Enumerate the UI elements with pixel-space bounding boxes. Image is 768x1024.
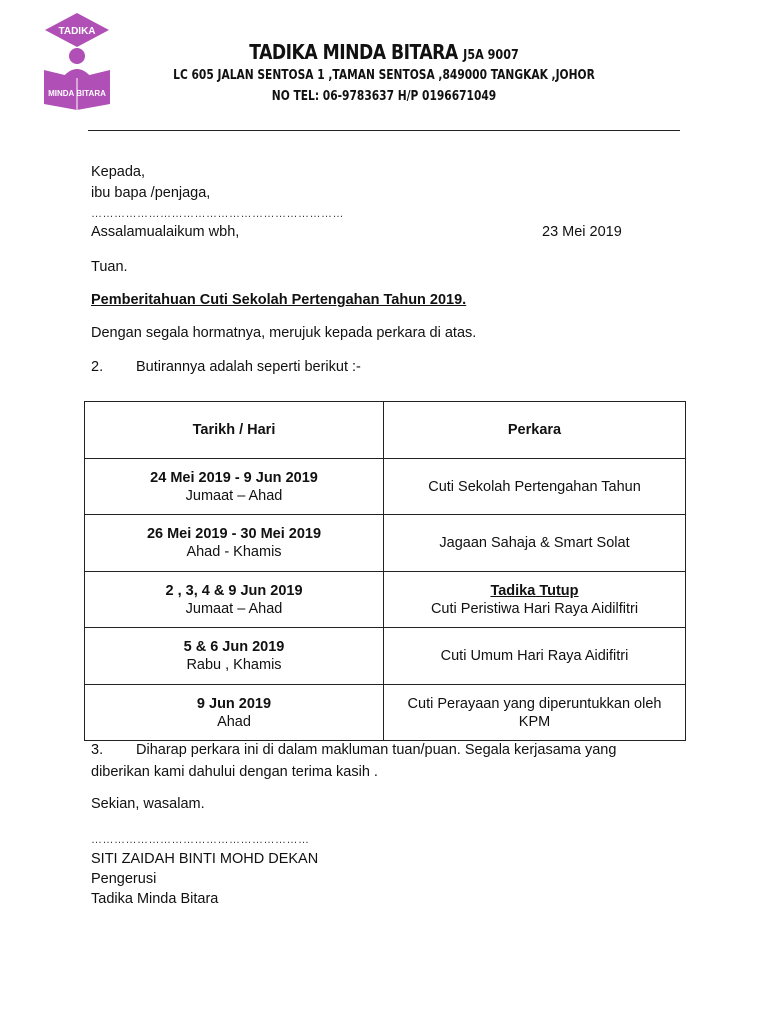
header-item: Perkara: [384, 402, 686, 459]
row-day: Jumaat – Ahad: [185, 600, 283, 617]
row-item: Jagaan Sahaja & Smart Solat: [439, 535, 630, 551]
row-item-closed: Tadika Tutup: [490, 582, 579, 599]
row-date: 24 Mei 2019 - 9 Jun 2019: [150, 469, 318, 486]
signer-name: SITI ZAIDAH BINTI MOHD DEKAN: [91, 851, 319, 867]
header-date: Tarikh / Hari: [85, 402, 384, 459]
paragraph-2-number: 2.: [91, 359, 104, 375]
table-row: [85, 685, 686, 741]
row-item: Cuti Peristiwa Hari Raya Aidilfitri: [430, 600, 639, 617]
letter-date: 23 Mei 2019: [542, 224, 622, 240]
paragraph-1: Dengan segala hormatnya, merujuk kepada perkara di atas.: [91, 325, 477, 341]
row-date: 26 Mei 2019 - 30 Mei 2019: [146, 526, 322, 542]
row-day: Jumaat – Ahad: [185, 487, 283, 504]
school-phone: NO TEL: 06-9783637 H/P 0196671049: [271, 89, 497, 104]
row-day: Rabu , Khamis: [186, 657, 282, 673]
school-address: LC 605 JALAN SENTOSA 1 ,TAMAN SENTOSA ,849000 TANGKAK ,JOHOR: [173, 68, 595, 83]
holiday-schedule-table: [84, 401, 686, 741]
recipient-line: ibu bapa /penjaga,: [91, 185, 211, 201]
header-divider: [88, 130, 680, 131]
paragraph-2: Butirannya adalah seperti berikut :-: [136, 359, 361, 375]
salutation: Tuan.: [91, 259, 128, 275]
row-day: Ahad: [217, 713, 251, 730]
school-title: [54, 40, 714, 64]
signature-dots: …………………………………………………: [91, 834, 310, 846]
paragraph-3-line-1: Diharap perkara ini di dalam makluman tuan/puan. Segala kerjasama yang: [136, 742, 617, 758]
row-date: 5 & 6 Jun 2019: [183, 639, 285, 655]
logo-top-text: TADIKA: [58, 26, 96, 37]
closing-line: Sekian, wasalam.: [91, 796, 205, 812]
signer-organization: Tadika Minda Bitara: [91, 891, 219, 907]
registration-number: J5A 9007: [463, 48, 519, 63]
table-row: [85, 628, 686, 685]
row-item: Cuti Perayaan yang diperuntukkan oleh: [407, 695, 662, 712]
logo-bottom-text: MINDA BITARA: [48, 89, 106, 98]
row-date: 2 , 3, 4 & 9 Jun 2019: [165, 582, 303, 599]
row-item: Cuti Sekolah Pertengahan Tahun: [428, 478, 641, 495]
greeting: Assalamualaikum wbh,: [91, 224, 240, 240]
school-name: TADIKA MINDA BITARA: [249, 40, 458, 64]
paragraph-3-line-2: diberikan kami dahului dengan terima kasih .: [91, 764, 378, 780]
signer-position: Pengerusi: [91, 871, 157, 887]
row-item: Cuti Umum Hari Raya Aidifitri: [440, 648, 629, 664]
paragraph-3-number: 3.: [91, 742, 104, 758]
row-date: 9 Jun 2019: [196, 695, 272, 712]
to-line: Kepada,: [91, 164, 146, 180]
letter-subject: Pemberitahuan Cuti Sekolah Pertengahan Tahun 2019.: [91, 292, 467, 308]
row-item-extra: KPM: [518, 713, 551, 730]
table-row: [85, 459, 686, 515]
table-header-row: [85, 402, 686, 459]
table-row: [85, 572, 686, 628]
recipient-dots: …………………………………………………………: [91, 208, 344, 220]
table-row: [85, 515, 686, 572]
row-day: Ahad - Khamis: [186, 544, 282, 560]
